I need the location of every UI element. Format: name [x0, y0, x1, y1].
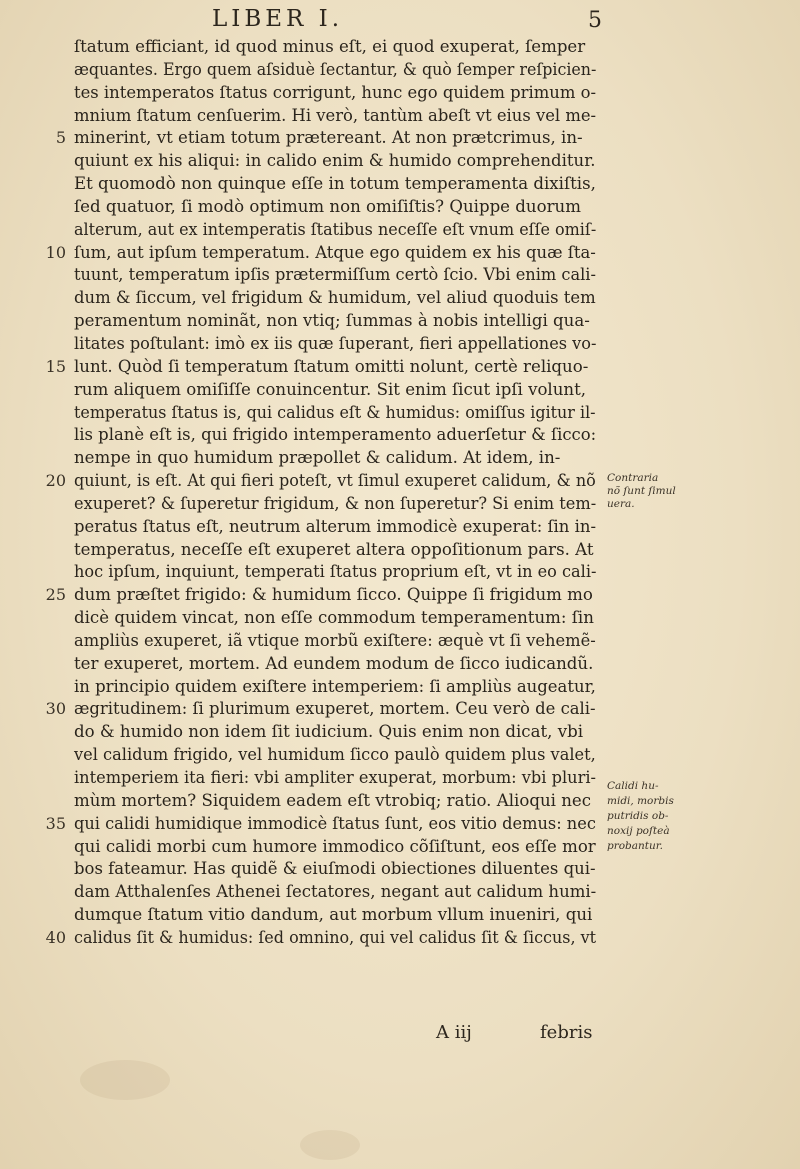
line-text: ſed quatuor, ſi modò optimum non omiſiſtis? Quippe duorum — [74, 196, 581, 216]
line-text: æquantes. Ergo quem aſsiduè ſectantur, & quò ſemper reſpicien- — [74, 59, 597, 79]
text-line — [40, 333, 600, 356]
text-line — [40, 790, 600, 813]
text-line — [40, 584, 600, 607]
line-text: rum aliquem omiſiſſe conuincentur. Sit enim ſicut ipſi volunt, — [74, 379, 587, 399]
text-line — [40, 36, 600, 59]
margin-note: putridis ob- — [607, 810, 669, 822]
text-line — [40, 653, 600, 676]
margin-note: Calidi hu- — [607, 780, 659, 792]
text-line — [40, 242, 600, 265]
text-line — [40, 264, 600, 287]
line-text: litates poſtulant: imò ex iis quæ ſuperant, fieri appellationes vo- — [74, 333, 597, 353]
line-text: hoc ipſum, inquiunt, temperati ſtatus proprium eſt, vt in eo cali- — [74, 562, 597, 582]
line-text: nempe in quo humidum præpollet & calidum. At idem, in- — [74, 448, 561, 468]
line-text: calidus ſit & humidus: ſed omnino, qui vel calidus ſit & ſiccus, vt — [74, 927, 597, 947]
page-header — [0, 6, 800, 36]
text-line — [40, 173, 600, 196]
margin-note: noxij poſteà — [607, 825, 670, 837]
text-line — [40, 676, 600, 699]
text-line — [40, 858, 600, 881]
text-line — [40, 105, 600, 128]
line-number: 15 — [45, 356, 66, 376]
line-text: qui calidi morbi cum humore immodico cõſiſtunt, eos eſſe mor — [74, 836, 596, 856]
line-text: peratus ſtatus eſt, neutrum alterum immodicè exuperat: ſin in- — [74, 516, 597, 536]
catchword: febris — [540, 1022, 593, 1043]
margin-note: Contraria — [607, 472, 659, 484]
text-line — [40, 356, 600, 379]
line-text: ter exuperet, mortem. Ad eundem modum de ſicco iudicandũ. — [74, 653, 594, 673]
line-number: 40 — [45, 927, 66, 947]
line-text: ſum, aut ipſum temperatum. Atque ego quidem ex his quæ ſta- — [74, 242, 596, 262]
text-line — [40, 767, 600, 790]
line-text: mùm mortem? Siquidem eadem eſt vtrobiq; ratio. Alioqui nec — [74, 790, 592, 810]
line-text: dum præſtet frigido: & humidum ſicco. Quippe ſi frigidum mo — [74, 585, 593, 605]
line-text: Et quomodò non quinque eſſe in totum temperamenta dixiſtis, — [74, 174, 596, 194]
text-line — [40, 59, 600, 82]
line-text: tuunt, temperatum ipſis prætermiſſum certò ſcio. Vbi enim cali- — [74, 265, 596, 285]
text-line — [40, 607, 600, 630]
main-text — [40, 36, 600, 950]
line-text: ampliùs exuperet, iã vtique morbũ exiſtere: æquè vt ſi vehemẽ- — [74, 630, 596, 650]
text-line — [40, 927, 600, 950]
line-text: quiunt ex his aliqui: in calido enim & humido comprehenditur. — [74, 151, 596, 171]
text-line — [40, 493, 600, 516]
line-number: 20 — [45, 471, 66, 491]
line-text: bos fateamur. Has quidẽ & eiuſmodi obiectiones diluentes qui- — [74, 859, 596, 879]
text-line — [40, 744, 600, 767]
text-line — [40, 470, 600, 493]
text-line — [40, 516, 600, 539]
text-line — [40, 813, 600, 836]
line-text: quiunt, is eſt. At qui fieri poteſt, vt ſimul exuperet calidum, & nõ — [74, 471, 596, 491]
text-line — [40, 150, 600, 173]
line-text: temperatus, neceſſe eſt exuperet altera oppoſitionum pars. At — [74, 539, 594, 559]
text-line — [40, 379, 600, 402]
line-number: 35 — [45, 813, 66, 833]
line-text: tes intemperatos ſtatus corrigunt, hunc ego quidem primum o- — [74, 82, 597, 102]
text-line — [40, 219, 600, 242]
signature-mark: A iij — [436, 1022, 472, 1043]
text-line — [40, 196, 600, 219]
line-number: 30 — [45, 699, 66, 719]
text-line — [40, 630, 600, 653]
margin-note: nõ ſunt ſimul — [607, 485, 676, 497]
line-text: qui calidi humidique immodicè ſtatus ſunt, eos vitio demus: nec — [74, 813, 596, 833]
line-text: temperatus ſtatus is, qui calidus eſt & humidus: omiſſus igitur il- — [74, 402, 596, 422]
line-text: lis planè eſt is, qui frigido intemperamento aduerſetur & ſicco: — [74, 425, 597, 445]
page-number: 5 — [588, 8, 602, 33]
line-text: lunt. Quòd ſi temperatum ſtatum omitti nolunt, certè reliquo- — [74, 356, 589, 376]
text-line — [40, 402, 600, 425]
line-text: ægritudinem: ſi plurimum exuperet, mortem. Ceu verò de cali- — [74, 699, 596, 719]
line-number: 25 — [45, 585, 66, 605]
line-text: in principio quidem exiſtere intemperiem: ſi ampliùs augeatur, — [74, 676, 596, 696]
page-footer — [0, 1022, 800, 1052]
text-line — [40, 424, 600, 447]
line-number: 10 — [45, 242, 66, 262]
paper-stain — [300, 1130, 360, 1160]
line-text: intemperiem ita fieri: vbi ampliter exuperat, morbum: vbi pluri- — [74, 768, 596, 787]
text-line — [40, 310, 600, 333]
line-text: ſtatum efficiant, id quod minus eſt, ei quod exuperat, ſemper — [74, 37, 586, 56]
text-line — [40, 539, 600, 562]
text-line — [40, 836, 600, 859]
margin-note: probantur. — [607, 840, 663, 852]
line-text: minerint, vt etiam totum prætereant. At non prætcrimus, in- — [74, 128, 583, 148]
line-number: 5 — [55, 128, 66, 148]
line-text: do & humido non idem ſit iudicium. Quis enim non dicat, vbi — [74, 722, 584, 742]
margin-note: midi, morbis — [607, 795, 674, 807]
text-line — [40, 447, 600, 470]
text-line — [40, 881, 600, 904]
text-line — [40, 127, 600, 150]
line-text: exuperet? & ſuperetur frigidum, & non ſuperetur? Si enim tem- — [74, 493, 597, 513]
text-line — [40, 561, 600, 584]
margin-note: uera. — [607, 498, 635, 510]
line-text: dum & ſiccum, vel frigidum & humidum, vel aliud quoduis tem — [74, 288, 596, 308]
line-text: alterum, aut ex intemperatis ſtatibus neceſſe eſt vnum eſſe omiſ- — [74, 219, 597, 239]
running-title: LIBER I. — [212, 6, 344, 32]
text-line — [40, 904, 600, 927]
text-line — [40, 698, 600, 721]
line-text: mnium ſtatum cenſuerim. Hi verò, tantùm abeſt vt eius vel me- — [74, 105, 597, 125]
text-line — [40, 82, 600, 105]
line-text: peramentum nominãt, non vtiq; ſummas à nobis intelligi qua- — [74, 311, 590, 331]
paper-stain — [80, 1060, 170, 1100]
line-text: vel calidum frigido, vel humidum ſicco paulò quidem plus valet, — [74, 745, 596, 765]
text-line — [40, 287, 600, 310]
text-line — [40, 721, 600, 744]
line-text: dam Atthalenſes Athenei ſectatores, negant aut calidum humi- — [74, 882, 597, 902]
line-text: dumque ſtatum vitio dandum, aut morbum vllum inueniri, qui — [74, 905, 593, 925]
line-text: dicè quidem vincat, non eſſe commodum temperamentum: ſin — [74, 608, 594, 628]
